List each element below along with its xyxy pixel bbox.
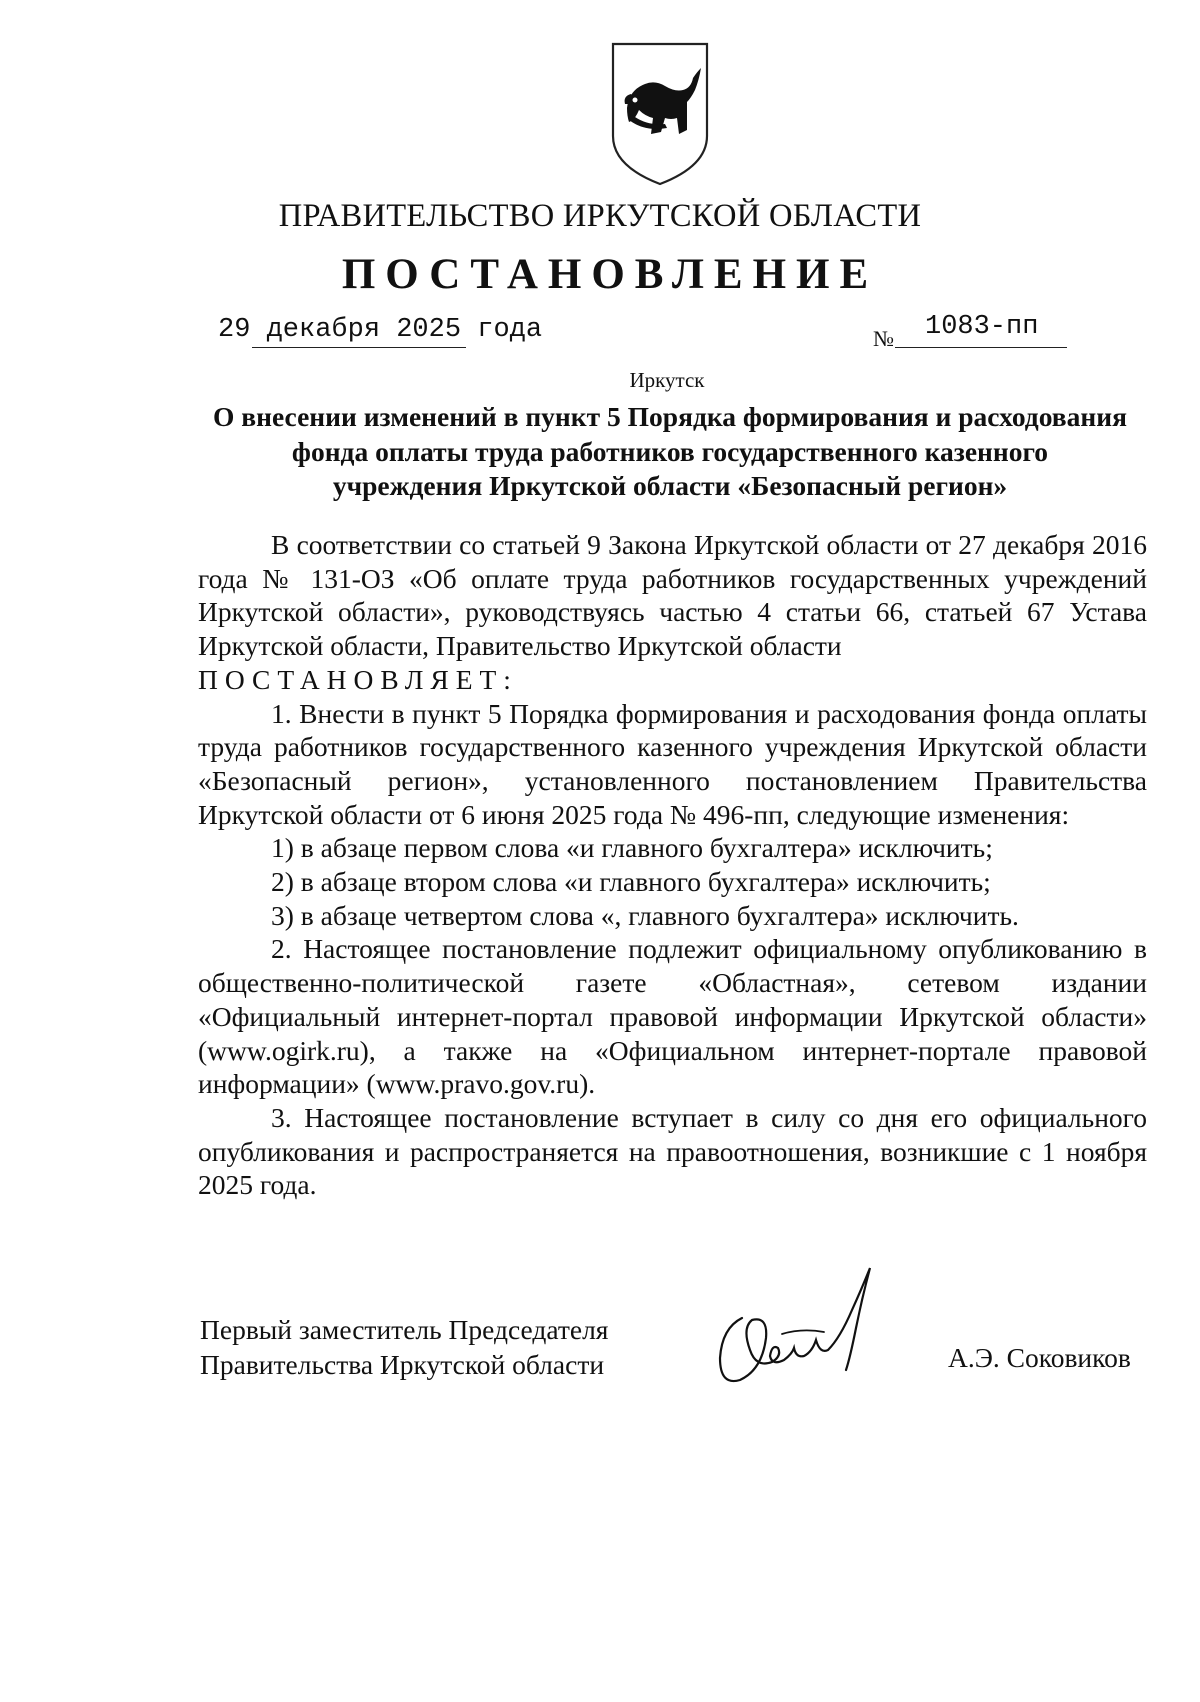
number-sign: №	[873, 326, 894, 351]
position-line: Первый заместитель Председателя	[200, 1314, 609, 1345]
document-subject	[190, 400, 1150, 504]
subject-line: учреждения Иркутской области «Безопасный регион»	[332, 470, 1008, 501]
document-number: 1083-пп	[925, 312, 1039, 342]
document-date: 29 декабря 2025 года	[218, 315, 543, 345]
number-underline	[895, 347, 1067, 348]
subject-line: фонда оплаты труда работников государственного казенного	[291, 435, 1049, 467]
coat-of-arms-icon	[605, 38, 715, 188]
item-2-paragraph: 2. Настоящее постановление подлежит официальному опубликованию в общественно-политической газете «Областная», сетевом издании «Официальный интернет-портал правовой информации Иркутской области» (www.ogirk.ru), а также на «Официальном интернет-портале правовой информации» (www.pravo.gov.ru).	[198, 933, 1147, 1100]
city: Иркутск	[629, 368, 705, 392]
subject-line: О внесении изменений в пункт 5 Порядка формирования и расходования	[213, 401, 1127, 432]
sub-item-1: 1) в абзаце первом слова «и главного бухгалтера» исключить;	[271, 832, 993, 864]
org-name: ПРАВИТЕЛЬСТВО ИРКУТСКОЙ ОБЛАСТИ	[278, 198, 922, 234]
signatory-name: А.Э. Соковиков	[948, 1342, 1131, 1373]
preamble-paragraph: В соответствии со статьей 9 Закона Иркутской области от 27 декабря 2016 года № 131-ОЗ «Об оплате труда работников государственных учреждений Иркутской области», руководствуясь частью 4 статьи 66, статьей 67 Устава Иркутской области, Правительство Иркутской области	[198, 529, 1147, 662]
date-underline	[252, 347, 466, 348]
item-3-paragraph: 3. Настоящее постановление вступает в силу со дня его официального опубликования и распространяется на правоотношения, возникшие с 1 ноября 2025 года.	[198, 1101, 1147, 1201]
resolves-heading: ПОСТАНОВЛЯЕТ:	[198, 663, 518, 695]
position-line: Правительства Иркутской области	[200, 1349, 605, 1380]
document-body	[198, 528, 1147, 1202]
sub-item-2: 2) в абзаце втором слова «и главного бухгалтера» исключить;	[271, 866, 991, 898]
signature-icon	[712, 1258, 912, 1398]
sub-item-3: 3) в абзаце четвертом слова «, главного бухгалтера» исключить.	[271, 899, 1019, 931]
item-1-paragraph: 1. Внести в пункт 5 Порядка формирования и расходования фонда оплаты труда работников государственного казенного учреждения Иркутской области «Безопасный регион», установленного постановлением Правительства Иркутской области от 6 июня 2025 года № 496-пп, следующие изменения:	[198, 697, 1147, 830]
signatory-position	[200, 1312, 608, 1382]
document-type: ПОСТАНОВЛЕНИЕ	[341, 251, 879, 298]
